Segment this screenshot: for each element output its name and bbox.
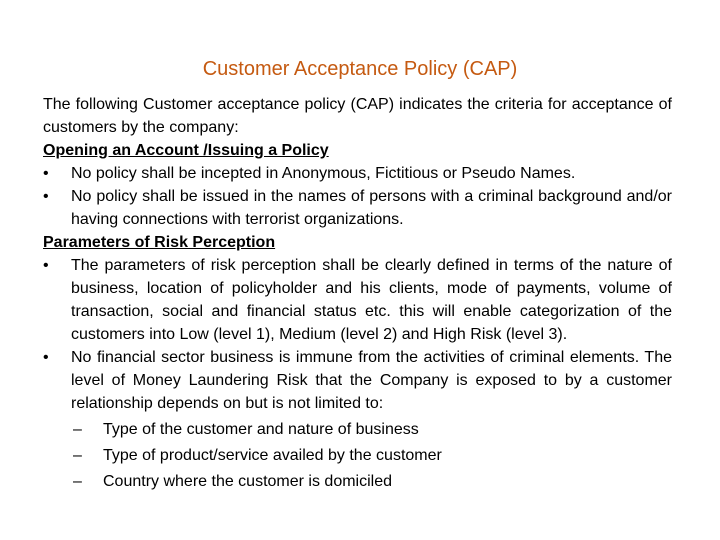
bullet-icon: • — [43, 349, 49, 366]
sub-list-item — [43, 469, 672, 495]
section-heading-risk-perception: Parameters of Risk Perception — [43, 234, 276, 251]
sub-list-text: Type of the customer and nature of business — [103, 421, 419, 438]
bullet-text: No policy shall be incepted in Anonymous, Fictitious or Pseudo Names. — [71, 165, 576, 182]
slide-body — [43, 93, 672, 495]
bullet-icon: • — [43, 188, 49, 205]
bullet-icon: • — [43, 165, 49, 182]
bullet-icon: • — [43, 257, 49, 274]
bullet-text: The parameters of risk perception shall be clearly defined in terms of the nature of business, location of policyholder and his clients, mode of payments, volume of transaction, social and financial status etc. this will enable categorization of the customers into Low (level 1), Medium (level 2) and High Risk (level 3). — [71, 257, 672, 343]
dash-icon: – — [73, 447, 82, 464]
sub-list-text: Type of product/service availed by the customer — [103, 447, 442, 464]
sub-list-item — [43, 443, 672, 469]
bullet-text: No financial sector business is immune from the activities of criminal elements. The level of Money Laundering Risk that the Company is exposed to by a customer relationship depends on but is not limited to: — [71, 349, 672, 412]
section-heading-opening-account: Opening an Account /Issuing a Policy — [43, 142, 329, 159]
bullet-item — [43, 185, 672, 231]
sub-list-text: Country where the customer is domiciled — [103, 473, 393, 490]
bullet-text: No policy shall be issued in the names of persons with a criminal background and/or having connections with terrorist organizations. — [71, 188, 672, 228]
intro-paragraph: The following Customer acceptance policy (CAP) indicates the criteria for acceptance of customers by the company: — [43, 96, 672, 136]
sub-list-item — [43, 417, 672, 443]
bullet-item — [43, 162, 672, 185]
bullet-item — [43, 346, 672, 415]
dash-icon: – — [73, 473, 82, 490]
dash-icon: – — [73, 421, 82, 438]
slide-title: Customer Acceptance Policy (CAP) — [202, 58, 518, 80]
bullet-item — [43, 254, 672, 346]
sub-list — [43, 417, 672, 495]
